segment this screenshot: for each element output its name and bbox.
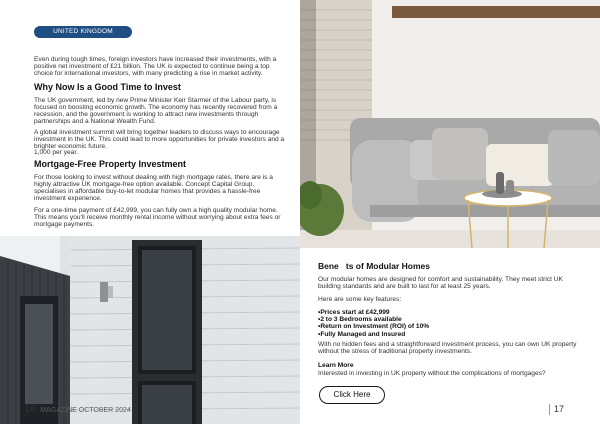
features-list [318, 309, 429, 338]
mortgage-free-paragraph-1: For those looking to invest without dealing with high mortgage rates, there are is a highly attractive UK mortgage-free option available. Concept Capital Group, specialises in affordable buy-to-let modular homes that provides a hassle-free investment experience. [34, 174, 273, 203]
features-label: Here are some key features: [318, 296, 402, 303]
learn-more-title: Learn More [318, 362, 354, 369]
click-here-button[interactable]: Click Here [319, 386, 385, 404]
why-now-paragraph-1: The UK government, led by new Prime Minister Keir Starmer of the Labour party, is focused on boosting economic growth. The economy has recently recovered from a recession, and the government is working to attract new investments through partnerships and a National Wealth Fund. [34, 97, 278, 126]
list-item: • Prices start at £42,999 [318, 309, 429, 316]
living-room-interior-photo [300, 0, 600, 248]
benefits-heading-end: ts of Modular Homes [345, 261, 430, 271]
why-now-paragraph-3: 1,000 per year. [34, 149, 78, 156]
magazine-name: MAGAZINE OCTOBER 2024 [40, 407, 131, 414]
region-tag: UNITED KINGDOM [34, 26, 132, 38]
list-item: • Fully Managed and Insured [318, 331, 429, 338]
learn-more-text: Interested in investing in UK property without the complications of mortgages? [318, 370, 546, 377]
benefits-intro: Our modular homes are designed for comfort and sustainability. They meet strict UK building standards and are built to last for at least 25 years. [318, 276, 563, 291]
section-heading-mortgage-free: Mortgage-Free Property Investment [34, 159, 187, 169]
modular-home-exterior-photo [0, 236, 300, 424]
section-heading-why-now: Why Now Is a Good Time to Invest [34, 82, 181, 92]
list-item: • 2 to 3 Bedrooms available [318, 316, 429, 323]
closing-paragraph: With no hidden fees and a straightforward investment process, you can own UK property without the stress of traditional property investments. [318, 341, 577, 356]
left-footer [24, 403, 131, 415]
benefits-heading-start: Bene [318, 261, 339, 271]
right-page [300, 0, 600, 424]
list-item: • Return on Investment (ROI) of 10% [318, 323, 429, 330]
intro-paragraph: Even during tough times, foreign investors have increased their investments, with a positive net investment of £21 billion. The UK is expected to continue being a top choice for international investors, with many predicting a rise in market activity. [34, 56, 277, 78]
why-now-paragraph-2: A global investment summit will bring together leaders to discuss ways to encourage investment in the UK. This could lead to more opportunities for private investors and a brighter economic future. [34, 129, 285, 151]
benefits-heading [318, 261, 430, 271]
right-page-number: 17 [549, 404, 564, 415]
left-page-number: 16 [24, 403, 37, 415]
mortgage-free-paragraph-2: For a one-time payment of £42,999, you can fully own a high quality modular home. This means you'll receive monthly rental income without worrying about extra fees or mortgage payments. [34, 207, 281, 229]
